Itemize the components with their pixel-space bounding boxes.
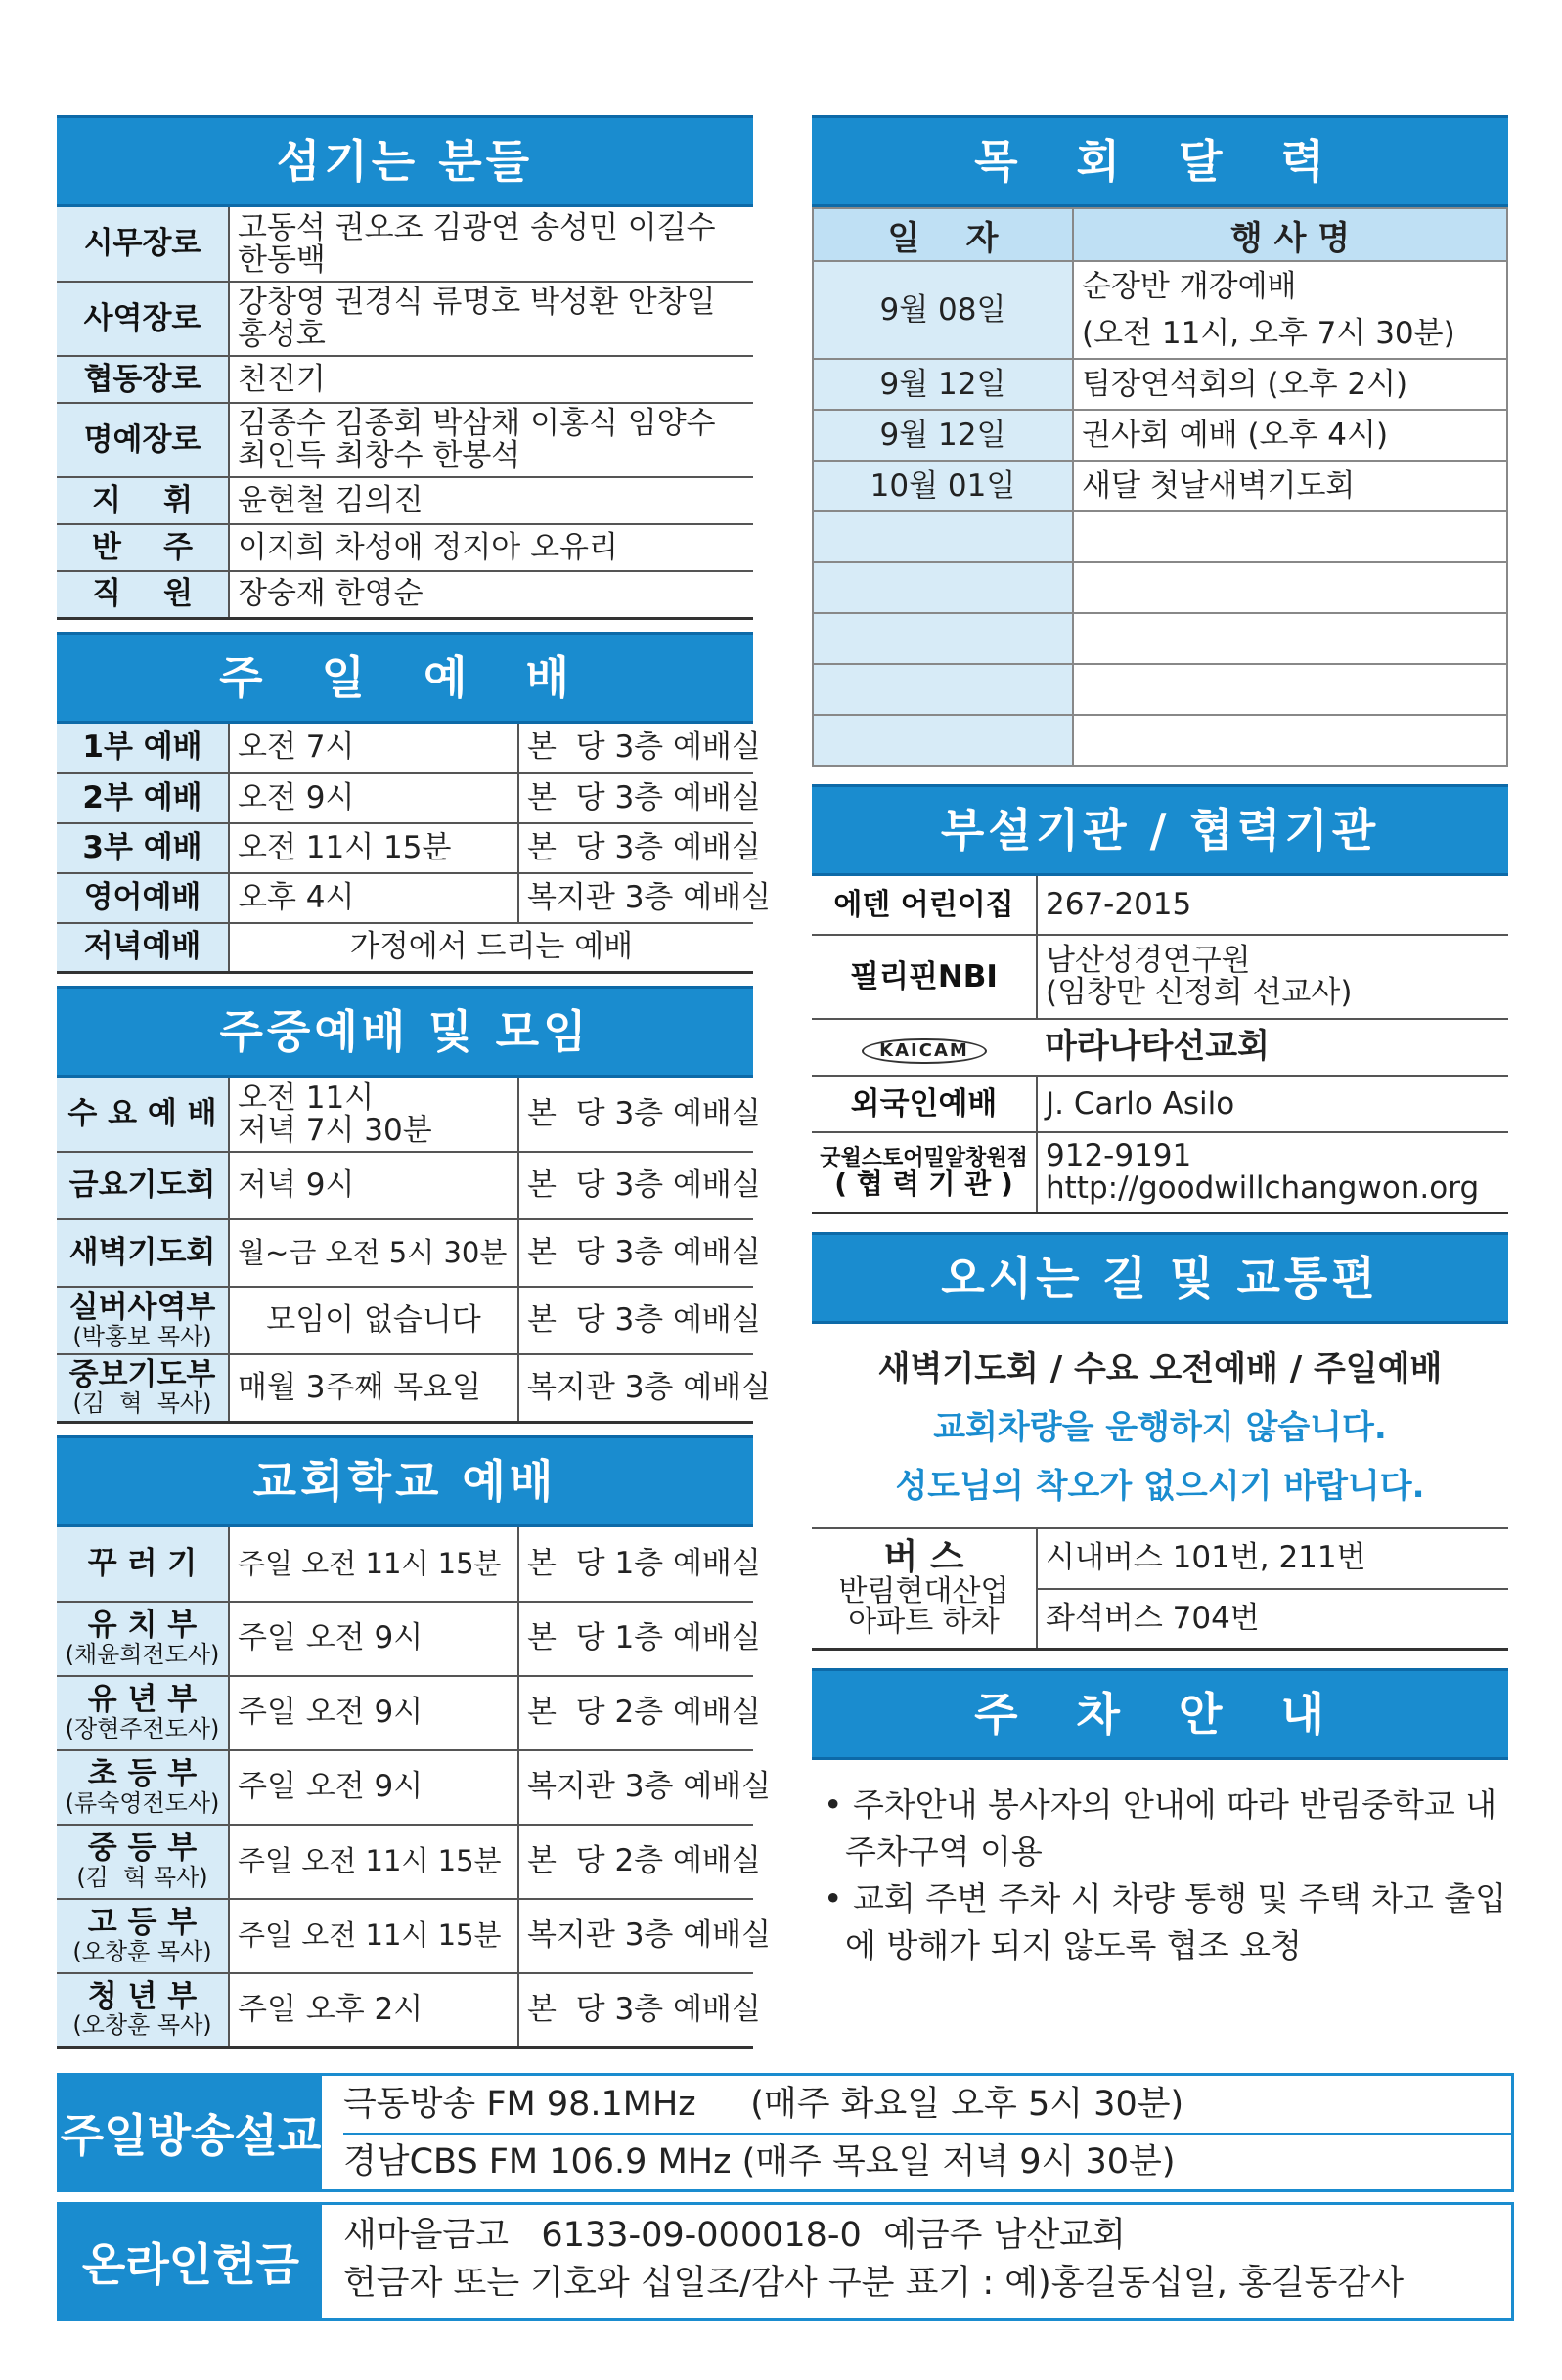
calendar-event: 권사회 예배 (오후 4시) xyxy=(1073,410,1507,461)
meeting-label: 실버사역부 (박홍보 목사) xyxy=(57,1287,229,1354)
leader-name: (채윤희전도사) xyxy=(65,1640,220,1668)
leader-name: (류숙영전도사) xyxy=(65,1788,220,1817)
broadcast-line: 극동방송 FM 98.1MHz (매주 화요일 오후 5시 30분) xyxy=(343,2076,1511,2135)
service-label: 1부 예배 xyxy=(57,724,229,773)
affiliate-label: 에덴 어린이집 xyxy=(812,876,1037,935)
calendar-date xyxy=(813,613,1073,664)
offering-line: 헌금자 또는 기호와 십일조/감사 구분 표기 : 예)홍길동십일, 홍길동감사 xyxy=(343,2264,1405,2303)
calendar-date: 9월 12일 xyxy=(813,359,1073,410)
servers-label: 지 휘 xyxy=(57,477,229,524)
calendar-date: 9월 12일 xyxy=(813,410,1073,461)
servers-label: 직 원 xyxy=(57,571,229,618)
servers-label: 사역장로 xyxy=(57,282,229,356)
service-place: 본 당 3층 예배실 xyxy=(518,724,753,773)
dept-time: 주일 오전 9시 xyxy=(229,1676,518,1750)
service-time: 오전 7시 xyxy=(229,724,518,773)
broadcast-bar xyxy=(57,2073,1514,2192)
calendar-event: 새달 첫날새벽기도회 xyxy=(1073,461,1507,511)
meeting-label: 새벽기도회 xyxy=(57,1219,229,1287)
service-time: 오후 4시 xyxy=(229,873,518,923)
servers-header: 섬기는 분들 xyxy=(57,115,753,207)
calendar-event xyxy=(1073,715,1507,766)
affiliate-value: 남산성경연구원 (임창만 신정희 선교사) xyxy=(1037,935,1508,1019)
meeting-place: 복지관 3층 예배실 xyxy=(518,1354,753,1422)
dept-time: 주일 오전 11시 15분 xyxy=(229,1527,518,1602)
dept-place: 본 당 2층 예배실 xyxy=(518,1825,753,1899)
broadcast-label: 주일방송설교 xyxy=(60,2076,322,2189)
affiliate-label: 굿윌스토어밀알창원점 ( 협 력 기 관 ) xyxy=(812,1132,1037,1212)
dept-label: 초 등 부 (류숙영전도사) xyxy=(57,1750,229,1825)
service-label: 3부 예배 xyxy=(57,823,229,873)
weekday-header: 주중예배 및 모임 xyxy=(57,986,753,1078)
broadcast-body xyxy=(322,2076,1511,2189)
leader-name: (박홍보 목사) xyxy=(72,1322,212,1350)
calendar-event: 순장반 개강예배 (오전 11시, 오후 7시 30분) xyxy=(1073,261,1507,359)
calendar-event xyxy=(1073,664,1507,715)
dept-place: 본 당 1층 예배실 xyxy=(518,1527,753,1602)
calendar-header: 목 회 달 력 xyxy=(812,115,1508,207)
dept-label: 중 등 부 (김 혁 목사) xyxy=(57,1825,229,1899)
calendar-date: 10월 01일 xyxy=(813,461,1073,511)
affiliates-header: 부설기관 / 협력기관 xyxy=(812,784,1508,876)
servers-label: 명예장로 xyxy=(57,403,229,477)
directions-line: 새벽기도회 / 수요 오전예배 / 주일예배 xyxy=(877,1348,1443,1388)
meeting-time: 오전 11시 저녁 7시 30분 xyxy=(229,1078,518,1152)
affiliates-table xyxy=(812,876,1508,1214)
meeting-label: 수 요 예 배 xyxy=(57,1078,229,1152)
dept-place: 본 당 2층 예배실 xyxy=(518,1676,753,1750)
servers-value: 이지희 차성애 정지아 오유리 xyxy=(229,524,753,571)
servers-label: 시무장로 xyxy=(57,207,229,282)
leader-name: (김 혁 목사) xyxy=(72,1389,212,1418)
meeting-time: 모임이 없습니다 xyxy=(229,1287,518,1354)
dept-place: 복지관 3층 예배실 xyxy=(518,1750,753,1825)
parking-item: • 주차안내 봉사자의 안내에 따라 반림중학교 내 주차구역 이용 xyxy=(824,1785,1497,1871)
dept-place: 본 당 1층 예배실 xyxy=(518,1602,753,1676)
service-note: 가정에서 드리는 예배 xyxy=(229,923,753,973)
sunday-header: 주 일 예 배 xyxy=(57,632,753,724)
calendar-col-date: 일 자 xyxy=(813,208,1073,261)
service-place: 본 당 3층 예배실 xyxy=(518,773,753,823)
offering-bar xyxy=(57,2202,1514,2321)
directions-notice: 성도님의 착오가 없으시기 바랍니다. xyxy=(895,1466,1425,1506)
dept-label: 청 년 부 (오창훈 목사) xyxy=(57,1973,229,2048)
bus-route: 좌석버스 704번 xyxy=(1037,1589,1508,1650)
meeting-time: 저녁 9시 xyxy=(229,1152,518,1219)
meeting-place: 본 당 3층 예배실 xyxy=(518,1152,753,1219)
offering-line: 새마을금고 6133-09-000018-0 예금주 남산교회 xyxy=(343,2216,1126,2255)
servers-value: 김종수 김종회 박삼채 이홍식 임양수 최인득 최창수 한봉석 xyxy=(229,403,753,477)
calendar-event xyxy=(1073,613,1507,664)
school-table xyxy=(57,1527,772,2049)
meeting-label: 금요기도회 xyxy=(57,1152,229,1219)
leader-name: (김 혁 목사) xyxy=(76,1863,208,1891)
bus-table xyxy=(812,1527,1508,1652)
calendar-date xyxy=(813,562,1073,613)
servers-value: 강창영 권경식 류명호 박성환 안창일 홍성호 xyxy=(229,282,753,356)
servers-label: 반 주 xyxy=(57,524,229,571)
dept-label: 고 등 부 (오창훈 목사) xyxy=(57,1899,229,1973)
affiliate-value: 마라나타선교회 xyxy=(1037,1019,1508,1076)
meeting-time: 매월 3주째 목요일 xyxy=(229,1354,518,1422)
calendar-date xyxy=(813,511,1073,562)
dept-label: 유 치 부 (채윤희전도사) xyxy=(57,1602,229,1676)
servers-label: 협동장로 xyxy=(57,356,229,403)
servers-table xyxy=(57,207,753,620)
calendar-event xyxy=(1073,511,1507,562)
service-time: 오전 11시 15분 xyxy=(229,823,518,873)
offering-body xyxy=(322,2205,1511,2318)
parking-header: 주 차 안 내 xyxy=(812,1668,1508,1760)
servers-value: 장숭재 한영순 xyxy=(229,571,753,618)
service-label: 저녁예배 xyxy=(57,923,229,973)
service-place: 복지관 3층 예배실 xyxy=(518,873,753,923)
offering-label: 온라인헌금 xyxy=(60,2205,322,2318)
dept-time: 주일 오후 2시 xyxy=(229,1973,518,2048)
meeting-place: 본 당 3층 예배실 xyxy=(518,1287,753,1354)
calendar-table xyxy=(812,207,1508,767)
dept-label: 꾸 러 기 xyxy=(57,1527,229,1602)
calendar-date xyxy=(813,664,1073,715)
service-label: 영어예배 xyxy=(57,873,229,923)
servers-value: 고동석 권오조 김광연 송성민 이길수 한동백 xyxy=(229,207,753,282)
leader-name: (오창훈 목사) xyxy=(72,1937,212,1965)
dept-place: 본 당 3층 예배실 xyxy=(518,1973,753,2048)
dept-label: 유 년 부 (장현주전도사) xyxy=(57,1676,229,1750)
service-place: 본 당 3층 예배실 xyxy=(518,823,753,873)
calendar-col-event: 행 사 명 xyxy=(1073,208,1507,261)
dept-place: 복지관 3층 예배실 xyxy=(518,1899,753,1973)
weekday-table xyxy=(57,1078,772,1424)
affiliate-value: J. Carlo Asilo xyxy=(1037,1076,1508,1132)
left-column xyxy=(57,115,772,2049)
calendar-date xyxy=(813,715,1073,766)
dept-time: 주일 오전 9시 xyxy=(229,1602,518,1676)
directions-notice: 교회차량을 운행하지 않습니다. xyxy=(933,1407,1387,1447)
leader-name: (장현주전도사) xyxy=(65,1714,220,1742)
dept-time: 주일 오전 11시 15분 xyxy=(229,1825,518,1899)
calendar-date: 9월 08일 xyxy=(813,261,1073,359)
meeting-time: 월~금 오전 5시 30분 xyxy=(229,1219,518,1287)
dept-time: 주일 오전 9시 xyxy=(229,1750,518,1825)
affiliate-label: 외국인예배 xyxy=(812,1076,1037,1132)
servers-value: 천진기 xyxy=(229,356,753,403)
dept-time: 주일 오전 11시 15분 xyxy=(229,1899,518,1973)
meeting-label: 중보기도부 (김 혁 목사) xyxy=(57,1354,229,1422)
calendar-event xyxy=(1073,562,1507,613)
leader-name: (오창훈 목사) xyxy=(72,2011,212,2040)
sunday-table xyxy=(57,724,772,975)
directions-header: 오시는 길 및 교통편 xyxy=(812,1232,1508,1324)
service-time: 오전 9시 xyxy=(229,773,518,823)
parking-item: • 교회 주변 주차 시 차량 통행 및 주택 차고 출입에 방해가 되지 않도록 협조 요청 xyxy=(824,1879,1507,1964)
bus-route: 시내버스 101번, 211번 xyxy=(1037,1528,1508,1589)
affiliate-value: 267-2015 xyxy=(1037,876,1508,935)
meeting-place: 본 당 3층 예배실 xyxy=(518,1219,753,1287)
servers-value: 윤현철 김의진 xyxy=(229,477,753,524)
affiliate-label: 필리핀NBI xyxy=(812,935,1037,1019)
service-label: 2부 예배 xyxy=(57,773,229,823)
calendar-event: 팀장연석회의 (오후 2시) xyxy=(1073,359,1507,410)
bus-label: 버 스 반림현대산업 아파트 하차 xyxy=(812,1528,1037,1650)
right-column xyxy=(812,115,1508,1969)
kaicam-logo: KAICAM xyxy=(812,1019,1037,1076)
affiliate-value: 912-9191 http://goodwillchangwon.org xyxy=(1037,1132,1508,1212)
school-header: 교회학교 예배 xyxy=(57,1435,753,1527)
meeting-place: 본 당 3층 예배실 xyxy=(518,1078,753,1152)
broadcast-line: 경남CBS FM 106.9 MHz (매주 목요일 저녁 9시 30분) xyxy=(343,2142,1176,2182)
